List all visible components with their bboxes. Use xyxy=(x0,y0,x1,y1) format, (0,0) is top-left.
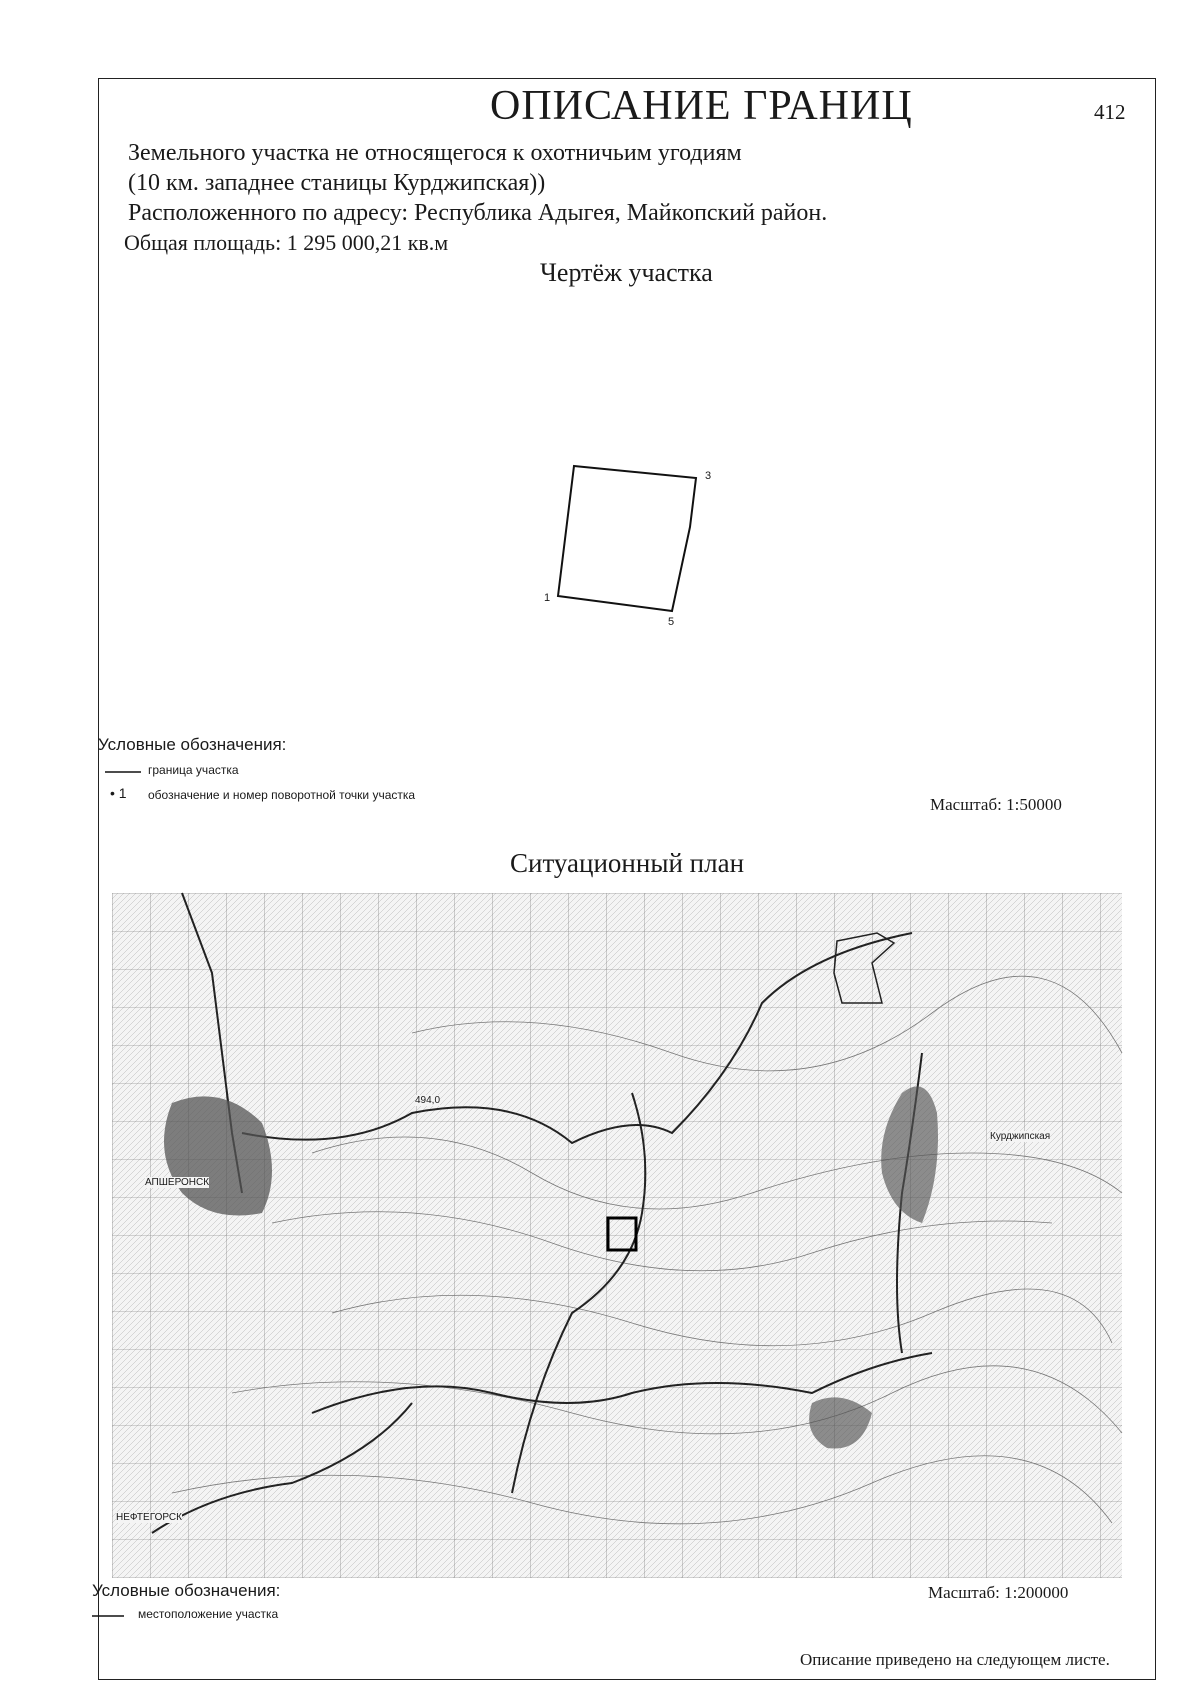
location-legend-text: местоположение участка xyxy=(138,1607,279,1621)
point-label-3: 3 xyxy=(705,470,712,482)
page-number: 412 xyxy=(1094,100,1126,124)
footer-note: Описание приведено на следующем листе. xyxy=(800,1650,1110,1669)
map-label-apsheronsk: АПШЕРОНСК xyxy=(145,1177,210,1188)
situation-map xyxy=(112,893,1122,1578)
description-line-1: Земельного участка не относящегося к охотничьим угодиям xyxy=(128,140,742,166)
drawing-scale: Масштаб: 1:50000 xyxy=(930,795,1062,814)
parcel-boundary xyxy=(558,466,696,611)
parcel-drawing xyxy=(0,0,1200,700)
description-line-2: (10 км. западнее станицы Курджипская)) xyxy=(128,170,546,196)
boundary-legend-line xyxy=(105,770,145,774)
point-legend-marker: • 1 xyxy=(110,785,127,801)
point-label-5: 5 xyxy=(668,616,675,628)
situation-plan-title: Ситуационный план xyxy=(510,848,745,878)
point-label-1: 1 xyxy=(544,592,551,604)
map-label-kurdzhipskaya: Курджипская xyxy=(990,1131,1051,1142)
location-legend-line xyxy=(92,1614,128,1618)
map-label-elevation: 494,0 xyxy=(415,1095,441,1106)
drawing-title: Чертёж участка xyxy=(540,258,713,287)
area-line: Общая площадь: 1 295 000,21 кв.м xyxy=(124,230,449,255)
document-title: ОПИСАНИЕ ГРАНИЦ xyxy=(490,83,913,129)
plan-legend-heading: Условные обозначения: xyxy=(92,1581,281,1600)
boundary-legend-text: граница участка xyxy=(148,763,239,777)
map-grid xyxy=(112,893,1122,1578)
point-legend-text: обозначение и номер поворотной точки участка xyxy=(148,788,416,802)
address-line: Расположенного по адресу: Республика Адыгея, Майкопский район. xyxy=(128,200,828,226)
map-label-neftegorsk: НЕФТЕГОРСК xyxy=(116,1512,182,1523)
drawing-legend-heading: Условные обозначения: xyxy=(98,735,287,754)
plan-scale: Масштаб: 1:200000 xyxy=(928,1583,1069,1602)
